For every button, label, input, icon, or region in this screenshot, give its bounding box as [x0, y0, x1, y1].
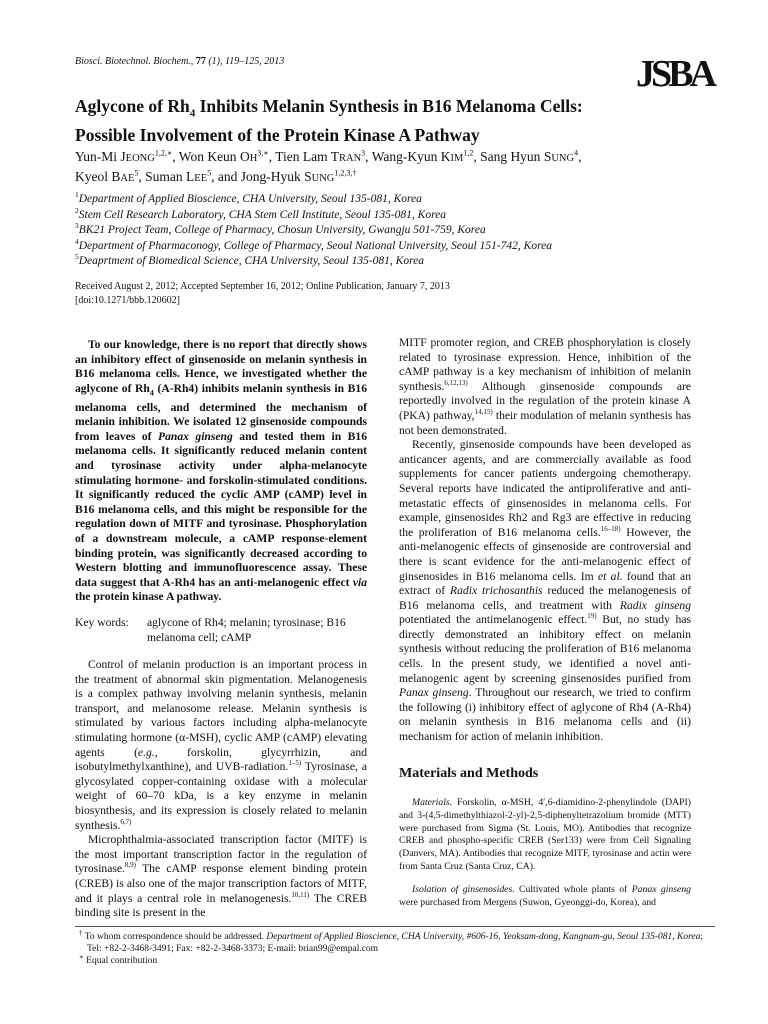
received-info: [75, 280, 715, 308]
introduction-left: [75, 658, 367, 921]
keywords: [75, 616, 367, 645]
author: Wang-Kyun KIM$^{1,2}$: [371, 148, 474, 164]
footnote-divider: [75, 926, 715, 927]
introduction-right: [399, 336, 691, 745]
author: Won Keun $OH^{3,∗}$: [178, 148, 269, 164]
author-list: Yun-Mi $JEONG^{1,2,∗}$, Won Keun $OH^{3,∗}$, Tien Lam TRAN$^3$, Wang-Kyun KIM$^{1,2}$, Sang Hyun SUNG$^4$, Kyeol BAE$^5$, Suman LEE$^5$, and Jong-Hyuk $SUNG^{1,2,3,\dagger}$: [75, 148, 582, 184]
methods-section: [399, 797, 691, 919]
footnote-equal-contribution: ∗ Equal contribution: [79, 952, 158, 966]
affiliation-list: [75, 192, 715, 270]
author: Kyeol BAE$^5$: [75, 168, 139, 184]
author: and Jong-Hyuk $SUNG^{1,2,3,\dagger}$: [217, 168, 357, 184]
logo-text: JSBA: [636, 53, 713, 95]
keywords-text: aglycone of Rh4; melanin; tyrosinase; B16 melanoma cell; cAMP: [147, 616, 346, 644]
section-heading-methods: Materials and Methods: [399, 766, 539, 781]
intro-paragraph: MITF promoter region, and CREB phosphorylation is closely related to tyrosinase expression. Hence, inhibition of the cAMP pathway is a key mechanism of inhibition of melanin synthesis.$^{6,12,13)}$ Although ginsenoside compounds are reportedly involved in the regulation of the protein kinase A (PKA) pathway,$^{14,15)}$ their modulation of melanin synthesis has not been demonstrated.: [399, 336, 691, 437]
author: Tien Lam TRAN$^3$: [275, 148, 366, 164]
author: Suman LEE$^5$: [145, 168, 212, 184]
journal-citation: [75, 56, 284, 67]
journal-issue-pages: (1), 119–125, 2013: [205, 56, 285, 67]
intro-paragraph: Control of melanin production is an important process in the treatment of abnormal skin pigmentation. Melanogenesis is a complex pathway involving melanin synthesis, melanin transport, and melanosome release. Melanin synthesis is stimulated by various factors including alpha-melanocyte stimulating hormone (α-MSH), cyclic AMP (cAMP) elevating agents (e.g., forskolin, glycyrrhizin, and isobutylmethylxanthine), and UVB-radiation.$^{1-5)}$ Tyrosinase, a glycosylated copper-containing oxidase with a molecular weight of 60–70 kDa, is a key enzyme in melanin biosynthesis, and its expression is closely related to melanin synthesis.$^{6,7)}$: [75, 658, 367, 832]
journal-volume: 77: [195, 56, 206, 67]
title-line-2: Possible Involvement of the Protein Kinase A Pathway: [75, 124, 480, 145]
doi: [doi:10.1271/bbb.120602]: [75, 295, 180, 306]
author: Yun-Mi $JEONG^{1,2,∗}$: [75, 148, 173, 164]
received-dates: Received August 2, 2012; Accepted September 16, 2012; Online Publication, January 7, 2013: [75, 281, 450, 292]
paper-title: [75, 96, 715, 146]
affiliation: $^3$BK21 Project Team, College of Pharmacy, Chosun University, Gwangju 501-759, Korea: [75, 221, 486, 236]
intro-paragraph: Microphthalmia-associated transcription factor (MITF) is the most important transcription factor in the regulation of tyrosinase.$^{8,9)}$ The cAMP response element binding protein (CREB) is also one of the major transcription factors of MITF, and it plays a central role in melanogenesis.$^{10,11)}$ The CREB binding site is present in the: [75, 833, 367, 920]
affiliation: $^2$Stem Cell Research Laboratory, CHA Stem Cell Institute, Seoul 135-081, Korea: [75, 205, 446, 221]
affiliation: $^4$Department of Pharmaconogy, College of Pharmacy, Seoul National University, Seoul 151-742, Korea: [75, 236, 553, 252]
abstract: To our knowledge, there is no report that directly shows an inhibitory effect of ginsenoside on melanin synthesis in B16 melanoma cells. Hence, we investigated whether the aglycone of $Rh_4$ (A-Rh4) inhibits melanin synthesis in B16 melanoma cells, and determined the mechanism of melanin inhibition. We isolated 12 ginsenoside compounds from leaves of Panax ginseng and tested them in B16 melanoma cells. It significantly reduced melanin content and tyrosinase activity under alpha-melanocyte stimulating hormone- and forskolin-stimulated conditions. It significantly reduced the cyclic AMP (cAMP) level in B16 melanoma cells, and this might be responsible for the regulation down of MITF and tyrosinase. Phosphorylation of a downstream molecule, a cAMP response-element binding protein, was significantly decreased according to Western blotting and immunofluorescence assay. These data suggest that A-Rh4 has an anti-melanogenic effect via the protein kinase A pathway.: [75, 338, 367, 604]
keywords-label: Key words:: [75, 616, 129, 629]
title-line-1: Aglycone of $Rh_4$ Inhibits Melanin Synthesis in B16 Melanoma Cells:: [75, 96, 583, 120]
methods-materials: Materials. Forskolin, α-MSH, 4′,6-diamidino-2-phenylindole (DAPI) and 3-(4,5-dimethylthiazol-2-yl)-2,5-diphenyltetrazolium bromide (MTT) were purchased from Sigma (St. Louis, MO). Antibodies that recognize CREB and phospho-specific CREB (Ser133) were from Cell Signaling (Danvers, MA). Antibodies that recognize MITF, tyrosinase and actin were from Santa Cruz (Santa Cruz, CA).: [399, 797, 691, 872]
intro-paragraph: Recently, ginsenoside compounds have been developed as anticancer agents, and are commercially available as food supplements for cancer patients undergoing chemotherapy. Several reports have indicated the antiproliferative and anti-metastatic effects of ginsenosides in melanoma cells. For example, ginsenosides Rh2 and Rg3 are effective in reducing the proliferation of B16 melanoma cells.$^{16-18)}$ However, the anti-melanogenic effects of ginsenoside are controversial and there is scant evidence for the anti-melanogenic effect of ginsenosides in B16 melanoma cells. Im et al. found that an extract of Radix trichosanthis reduced the melanogenesis of B16 melanoma cells, and treatment with Radix ginseng potentiated the antimelanogenic effect.$^{19)}$ But, no study has directly demonstrated an inhibitory effect on melanin synthesis without reducing the proliferation of B16 melanoma cells. In the present study, we identified a novel anti-melanogenic agent by screening ginsenosides purified from Panax ginseng. Throughout our research, we tried to confirm the following (i) inhibitory effect of aglycone of Rh4 (A-Rh4) on melanin synthesis in B16 melanoma cells and (ii) mechanism for action of melanin inhibition.: [399, 438, 692, 744]
affiliation: $^5$Deaprtment of Biomedical Science, CHA University, Seoul 135-081, Korea: [75, 252, 425, 267]
methods-isolation: Isolation of ginsenosides. Cultivated whole plants of Panax ginseng were purchased from Mergens (Suwon, Gyeonggi-do, Korea), and: [399, 883, 692, 908]
author: Sang Hyun SUNG$^4$: [480, 148, 579, 164]
affiliation: $^1$Department of Applied Bioscience, CHA University, Seoul 135-081, Korea: [75, 190, 422, 205]
footnote-correspondence: † To whom correspondence should be addressed. Department of Applied Bioscience, CHA University, #606-16, Yeoksam-dong, Kangnam-gu, Seoul 135-081, Korea; Tel: +82-2-3468-3491; Fax: +82-2-3468-3373; E-mail: brian99@empal.com: [79, 928, 704, 954]
jsbba-logo: [636, 50, 713, 95]
journal-name: Biosci. Biotechnol. Biochem.,: [75, 56, 194, 67]
footnotes: [75, 928, 715, 967]
